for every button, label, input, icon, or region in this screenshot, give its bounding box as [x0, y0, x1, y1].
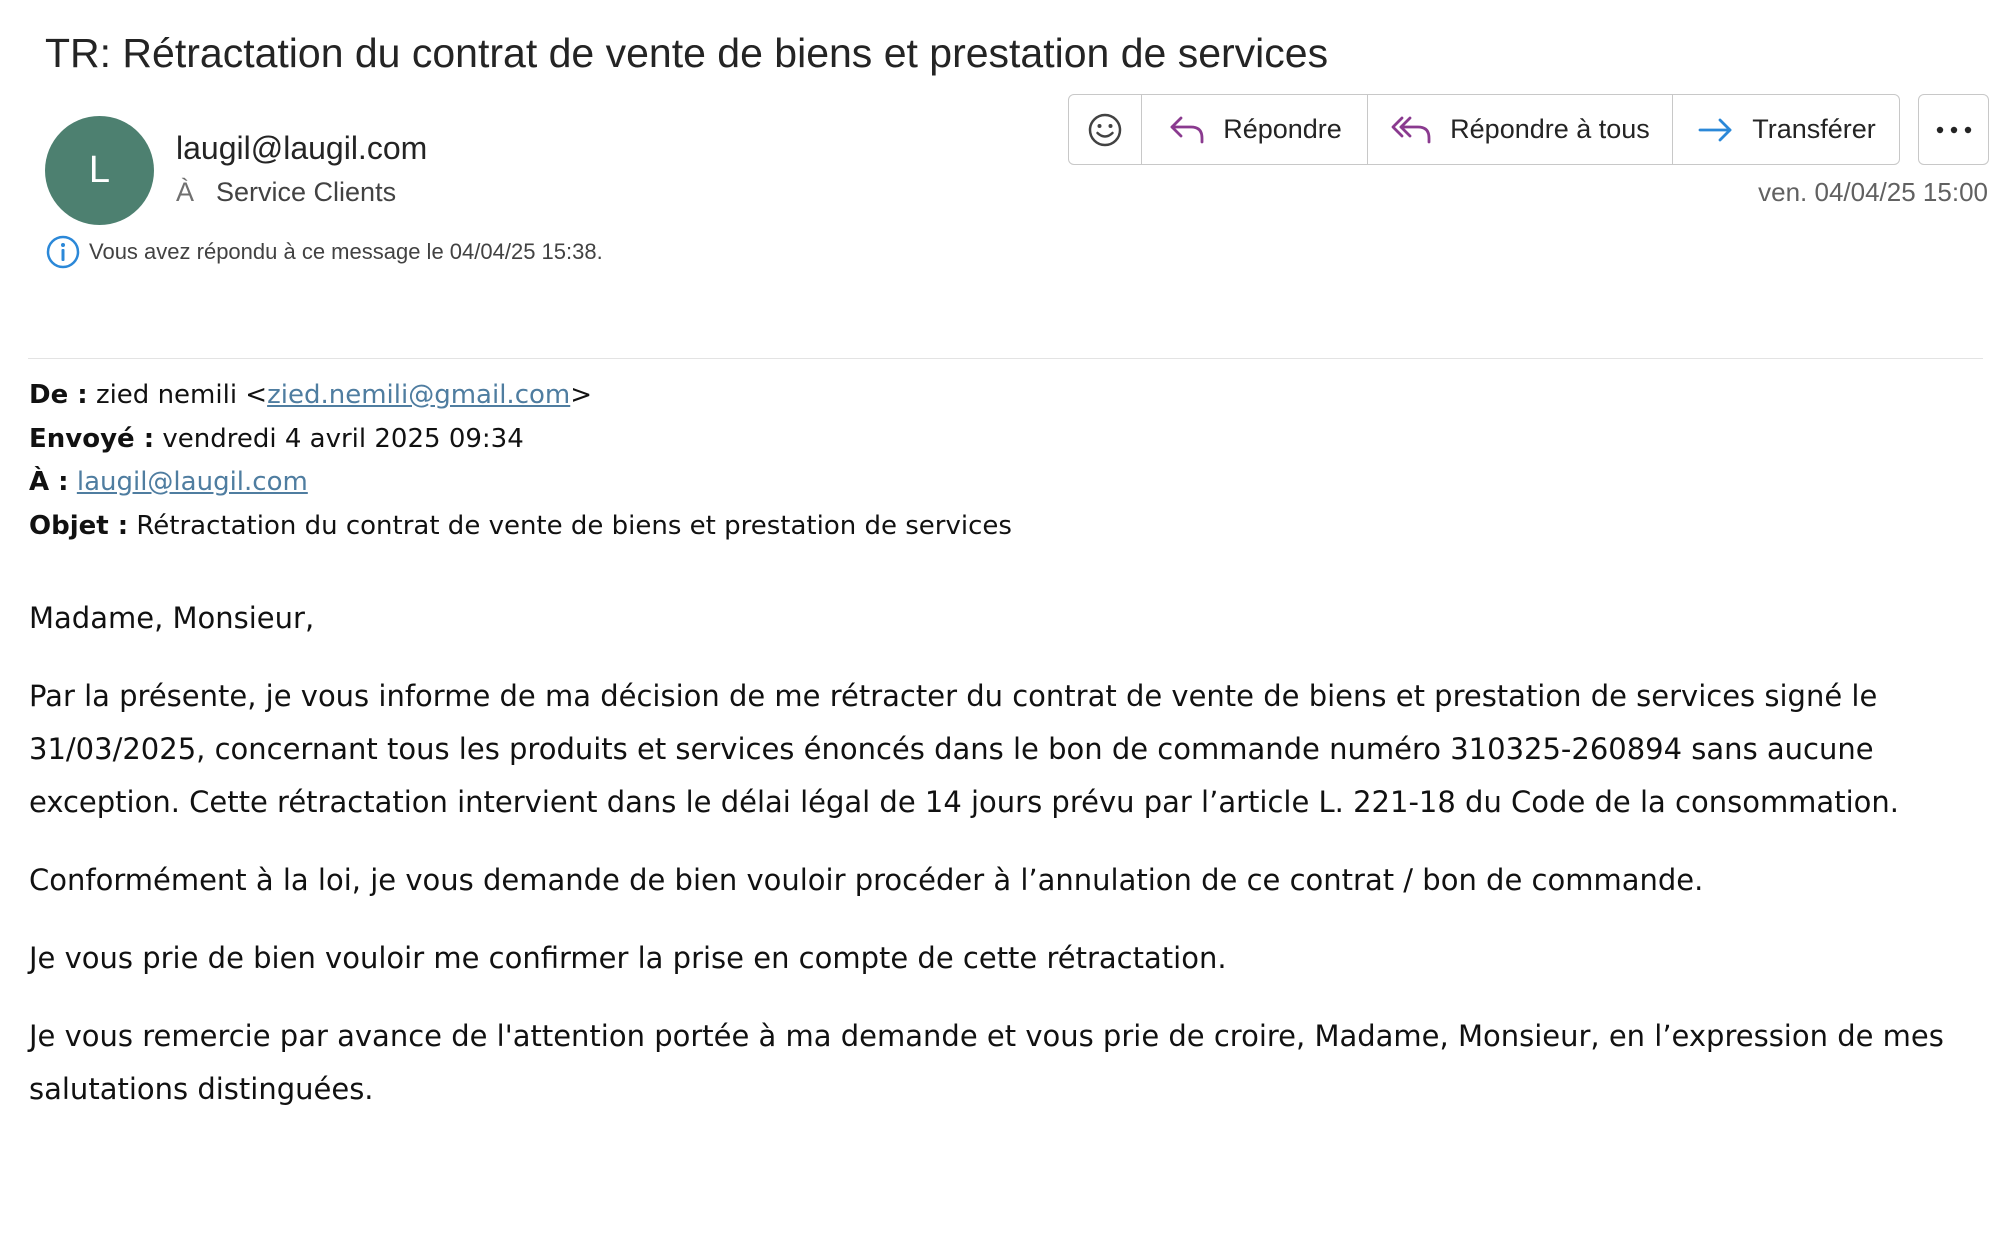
to-label: À :: [29, 467, 69, 497]
from-email-link[interactable]: zied.nemili@gmail.com: [267, 380, 571, 410]
reply-icon: [1167, 112, 1207, 148]
sent-label: Envoyé :: [29, 423, 155, 454]
body-paragraph-4: Je vous remercie par avance de l'attention portée à ma demande et vous prie de croire, Madame, Monsieur, en l’expression de mes salutations distinguées.: [29, 1019, 1944, 1106]
avatar-initial: L: [88, 149, 111, 191]
sent-value: vendredi 4 avril 2025 09:34: [162, 423, 524, 454]
body-paragraph-1: Par la présente, je vous informe de ma décision de me rétracter du contrat de vente de biens et prestation de services signé le 31/03/2025, concernant tous les produits et services énoncés dans le bon de commande numéro 310325-260894 sans aucune exception. Cette rétractation intervient dans le délai légal de 14 jours prévu par l’article L. 221-18 du Code de la consommation.: [29, 679, 1899, 819]
email-subject: TR: Rétractation du contrat de vente de biens et prestation de services: [45, 30, 1329, 76]
forwarded-to-row: [29, 461, 1012, 505]
reply-button[interactable]: [1142, 95, 1368, 164]
reply-label: Répondre: [1223, 114, 1342, 144]
recipient-line: [176, 177, 396, 208]
body-paragraph-2: Conformément à la loi, je vous demande de bien vouloir procéder à l’annulation de ce contrat / bon de commande.: [29, 863, 1704, 897]
reply-all-icon: [1390, 112, 1434, 148]
more-actions-button[interactable]: [1918, 94, 1989, 165]
from-close: >: [570, 380, 593, 410]
from-label: De :: [29, 380, 88, 410]
reply-all-label: Répondre à tous: [1450, 114, 1650, 144]
replied-info-text: Vous avez répondu à ce message le 04/04/25 15:38.: [89, 239, 603, 264]
ellipsis-icon: [1935, 125, 1973, 135]
body-paragraph-3: Je vous prie de bien vouloir me confirmer la prise en compte de cette rétractation.: [29, 941, 1227, 975]
forward-label: Transférer: [1752, 114, 1876, 144]
message-body: [29, 592, 1989, 1141]
forwarded-subject-row: [29, 505, 1012, 549]
to-email-link[interactable]: laugil@laugil.com: [76, 467, 308, 497]
message-date: ven. 04/04/25 15:00: [1758, 177, 1988, 207]
subject-label: Objet :: [29, 510, 129, 541]
smiley-icon: [1086, 111, 1124, 149]
message-action-bar: [1068, 94, 1900, 165]
forwarded-sent-row: [29, 418, 1012, 462]
reply-all-button[interactable]: [1368, 95, 1673, 164]
reaction-button[interactable]: [1069, 95, 1142, 164]
replied-info-bar: [45, 234, 603, 270]
forwarded-header: [29, 374, 1012, 548]
info-icon: [45, 234, 81, 270]
body-greeting: Madame, Monsieur,: [29, 601, 315, 635]
header-divider: [28, 358, 1983, 359]
forward-button[interactable]: [1673, 95, 1899, 164]
sender-email[interactable]: laugil@laugil.com: [176, 130, 428, 166]
forward-arrow-icon: [1696, 112, 1736, 148]
forwarded-from-row: [29, 374, 1012, 418]
subject-value: Rétractation du contrat de vente de biens et prestation de services: [136, 510, 1012, 541]
recipient-name[interactable]: Service Clients: [216, 177, 397, 207]
sender-avatar[interactable]: [45, 116, 154, 225]
from-name: zied nemili <: [95, 380, 268, 410]
recipient-prefix: À: [176, 177, 195, 207]
